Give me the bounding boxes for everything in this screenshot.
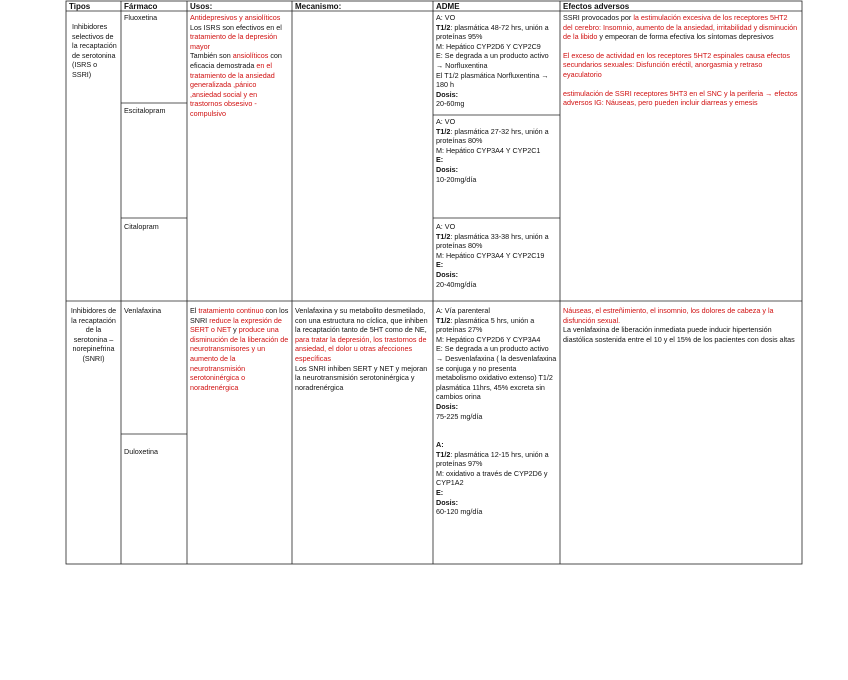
adme-cit-e: E: [436, 260, 444, 270]
usos-snri-red1: tratamiento continuo [198, 306, 264, 315]
usos-ssri [187, 11, 292, 141]
efectos-ssri-p1-red: la estimulación excesiva de los receptores 5HT2 del cerebro: Insomnio, aumento de la ansiedad, irritabilidad y disminución de la libido [563, 13, 798, 42]
adme-esc-a: A: VO [436, 117, 456, 126]
efectos-snri-black1: La venlafaxina de liberación inmediata puede inducir hipertensión diastólica sostenida entre el 10 y el 15% de los pacientes con dosis altas [563, 325, 795, 344]
adme-cit-t-label: T1/2 [436, 231, 451, 241]
adme-escitalopram [433, 115, 560, 218]
drug-fluoxetina: Fluoxetina [124, 13, 158, 22]
adme-venla-t-label: T1/2 [436, 315, 451, 325]
adme-venla-m: M: Hepático CYP2D6 Y CYP3A4 [436, 334, 541, 344]
usos-ssri-red4: en el tratamiento de la ansiedad generalizada ,pánico ,ansiedad social y en trastornos obsesivo - compulsivo [190, 60, 275, 118]
adme-fluox-m: M: Hepático CYP2D6 Y CYP2C9 [436, 41, 541, 51]
header-usos: Usos: [190, 2, 213, 11]
adme-cit-m: M: Hepático CYP3A4 Y CYP2C19 [436, 250, 545, 260]
efectos-ssri-p3: estimulación de SSRI receptores 5HT3 en el SNC y la periferia → efectos adversos IG: Náuseas, pero pueden incluir diarreas y emesis [563, 88, 798, 108]
adme-dulox-e: E: [436, 487, 444, 497]
usos-ssri-red3: ansiolíticos [232, 51, 269, 61]
adme-fluox-e2: El T1/2 plasmática Norfluxentina → 180 h [436, 70, 549, 90]
drug-venlafaxina: Venlafaxina [124, 306, 162, 315]
drug-escitalopram: Escitalopram [124, 106, 166, 115]
mecanismo-snri [292, 304, 433, 424]
adme-fluox-t-label: T1/2 [436, 22, 451, 32]
adme-venla-e: E: Se degrada a un producto activo → Desvenlafaxina ( la desvenlafaxina se conjuga y no presenta metabolismo oxidativo extenso) T1/2 plasmática 11hrs, 45% excreta sin cambios orina [436, 344, 557, 402]
usos-snri-red2: reduce la expresión de SERT o NET [190, 315, 282, 335]
adme-duloxetina [433, 438, 560, 528]
efectos-ssri [560, 11, 802, 141]
adme-cit-a: A: VO [436, 222, 456, 231]
adme-esc-t: : plasmática 27-32 hrs, unión a proteínas 80% [436, 126, 549, 146]
efectos-ssri-p1-black2: y empeoran de forma efectiva los síntomas depresivos [599, 32, 774, 42]
efectos-snri [560, 304, 802, 364]
adme-fluox-dosis-label: Dosis: [436, 89, 458, 99]
usos-ssri-red2: tratamiento de la depresión mayor [190, 32, 278, 51]
adme-dulox-t: : plasmática 12-15 hrs, unión a proteínas 97% [436, 449, 549, 469]
adme-fluox-t: : plasmática 48-72 hrs, unión a proteínas 95% [436, 22, 549, 42]
adme-esc-dosis: 10-20mg/día [436, 174, 477, 184]
usos-snri-black2: con los SNRI [190, 306, 289, 325]
adme-fluox-dosis: 20-60mg [436, 99, 465, 109]
header-adme: ADME [436, 2, 460, 11]
header-farmaco: Fármaco [124, 2, 158, 11]
adme-fluoxetina [433, 11, 560, 115]
mec-snri-black1: Venlafaxina y su metabolito desmetilado, con una estructura no cíclica, que inhiben la recaptación tanto de 5HT como de NE, [295, 306, 428, 335]
usos-ssri-red1: Antidepresivos y ansiolíticos [190, 13, 281, 22]
header-mecanismo: Mecanismo: [295, 2, 342, 11]
efectos-snri-red1: Náuseas, el estreñimiento, el insomnio, los dolores de cabeza y la disfunción sexual. [563, 306, 774, 325]
header-efectos: Efectos adversos [563, 2, 630, 11]
adme-esc-t-label: T1/2 [436, 126, 451, 136]
adme-dulox-m: M: oxidativo a través de CYP2D6 y CYP1A2 [436, 468, 548, 488]
usos-snri [187, 304, 292, 424]
adme-dulox-dosis-label: Dosis: [436, 497, 458, 507]
adme-cit-dosis: 20-40mg/día [436, 279, 477, 289]
usos-ssri-black2: También son [190, 51, 231, 61]
adme-fluox-e: E: Se degrada a un producto activo → Norfluxentina [436, 51, 549, 70]
drug-duloxetina: Duloxetina [124, 447, 158, 456]
adme-esc-m: M: Hepático CYP3A4 Y CYP2C1 [436, 145, 541, 155]
drug-citalopram: Citalopram [124, 222, 159, 231]
adme-fluox-a: A: VO [436, 13, 456, 22]
adme-venla-t: : plasmática 5 hrs, unión a proteínas 27% [436, 315, 535, 335]
usos-ssri-black3: con eficacia demostrada [190, 51, 282, 70]
adme-dulox-a: A: [436, 440, 444, 449]
adme-esc-dosis-label: Dosis: [436, 164, 458, 174]
adme-venla-dosis: 75-225 mg/día [436, 411, 483, 421]
usos-snri-red3: produce una disminución de la liberación de neurotransmisores y un aumento de la neurotransmisión serotoninérgica o noradrenérgica [190, 325, 289, 392]
efectos-ssri-p1-black1: SSRI provocados por [563, 13, 632, 22]
adme-venla-a: A: Vía parenteral [436, 306, 490, 315]
efectos-ssri-p2: El exceso de actividad en los receptores 5HT2 espinales causa efectos secundarios sexuales: Disfunción eréctil, anorgasmia y retraso eyaculatorio [563, 50, 790, 79]
usos-snri-black3: y [233, 325, 237, 335]
mec-snri-red1: para tratar la depresión, los trastornos de ansiedad, el dolor u otras afecciones específicas [295, 334, 427, 363]
adme-dulox-t-label: T1/2 [436, 449, 451, 459]
adme-cit-t: : plasmática 33-38 hrs, unión a proteínas 80% [436, 231, 549, 251]
usos-ssri-black1: Los ISRS son efectivos en el [190, 22, 282, 32]
adme-venla-dosis-label: Dosis: [436, 401, 458, 411]
adme-cit-dosis-label: Dosis: [436, 269, 458, 279]
header-tipos: Tipos [69, 2, 91, 11]
adme-venlafaxina [433, 304, 560, 434]
adme-dulox-dosis: 60-120 mg/día [436, 507, 483, 517]
tipo-snri: Inhibidores de la recaptación de la serotonina – norepinefrina (SNRI) [70, 306, 117, 363]
mec-snri-black2: Los SNRI inhiben SERT y NET y mejoran la neurotransmisión serotoninérgica y noradrenérgica [295, 363, 428, 392]
adme-citalopram [433, 220, 560, 300]
tipo-ssri: Inhibidores selectivos de la recaptación de serotonina (ISRS o SSRI) [72, 22, 117, 79]
usos-snri-black1: El [190, 306, 197, 315]
adme-esc-e: E: [436, 155, 444, 165]
